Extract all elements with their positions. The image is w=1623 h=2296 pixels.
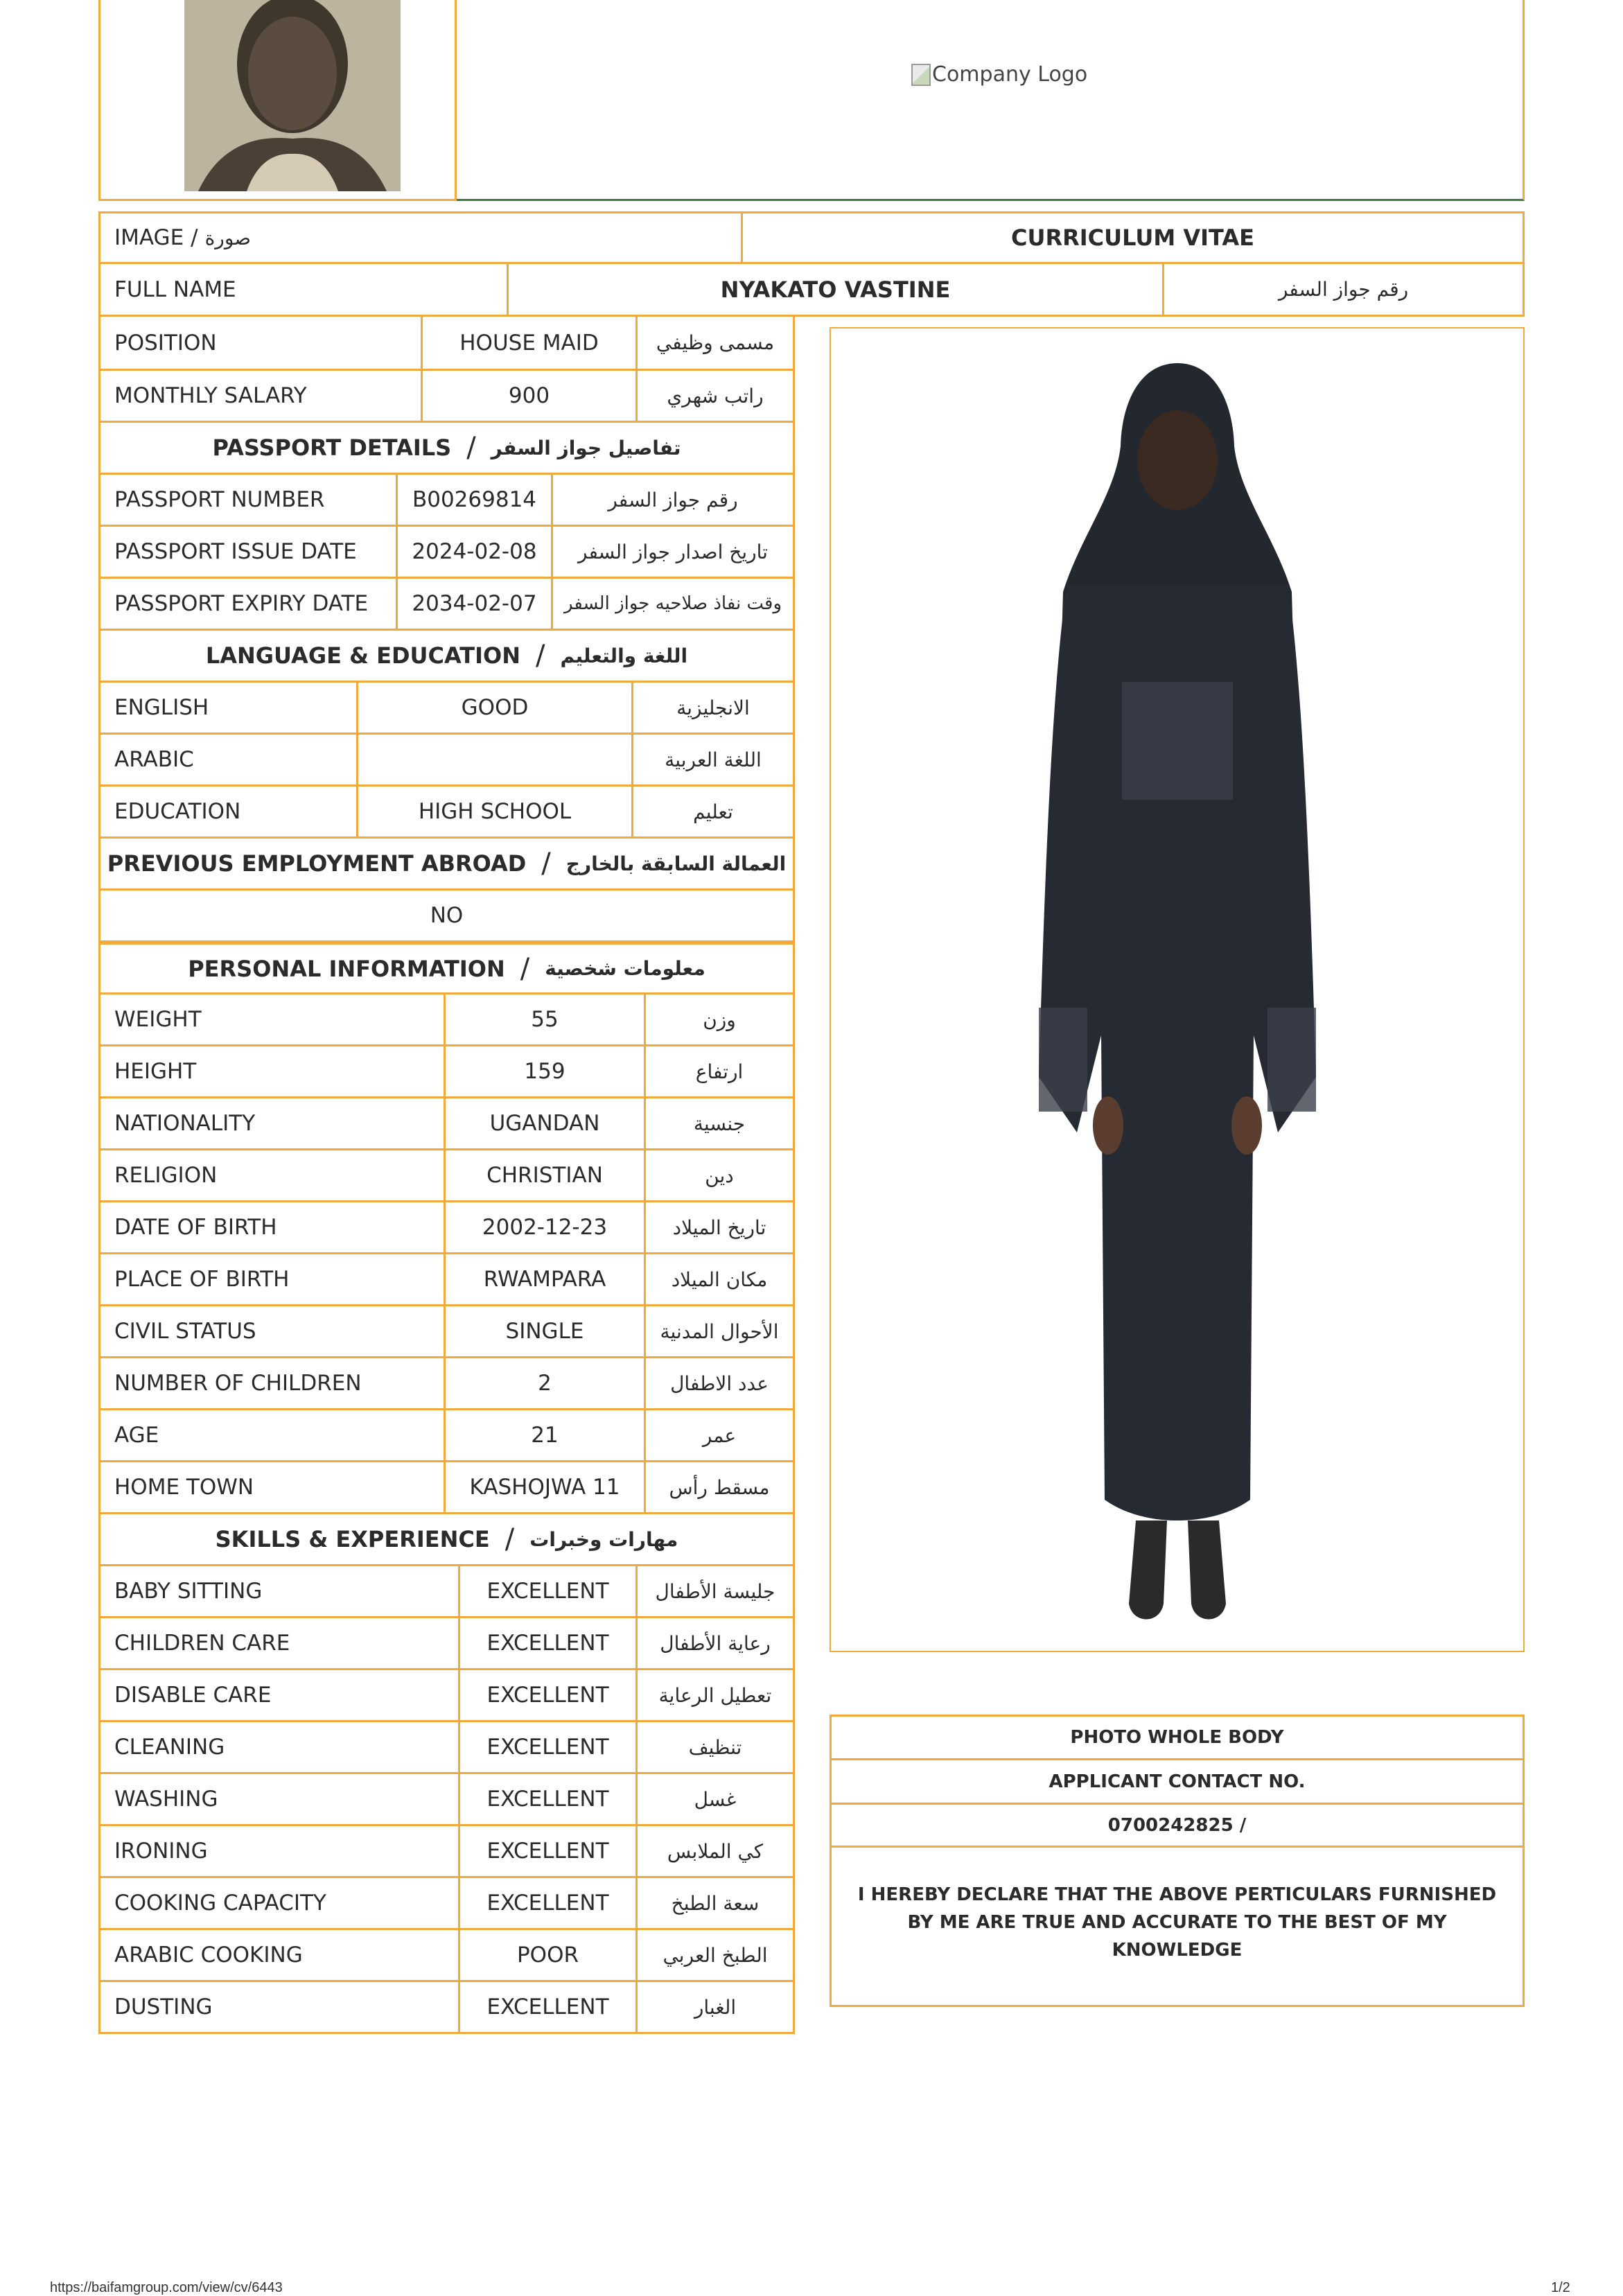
personal-label: AGE [114, 1423, 159, 1448]
position-ar: مسمى وظيفي [656, 331, 775, 354]
salary-value: 900 [508, 383, 550, 408]
image-label: IMAGE / صورة [114, 225, 252, 250]
skill-row [98, 1670, 795, 1722]
skill-ar: تنظيف [688, 1735, 742, 1759]
personal-ar: دين [705, 1164, 734, 1187]
portrait-figure [184, 0, 401, 191]
full-body-photo [1039, 356, 1316, 1645]
personal-ar: عدد الاطفال [670, 1372, 769, 1395]
passport-heading-ar: تفاصيل جواز السفر [491, 436, 681, 459]
passport-label: PASSPORT EXPIRY DATE [114, 591, 369, 616]
personal-ar: جنسية [693, 1112, 746, 1135]
personal-label: WEIGHT [114, 1007, 202, 1032]
skill-row [98, 1722, 795, 1774]
skill-label: DUSTING [114, 1995, 213, 2019]
full-body-photo-frame [830, 327, 1525, 1652]
personal-label: CIVIL STATUS [114, 1319, 256, 1344]
full-name-ar: رقم جواز السفر [1278, 278, 1409, 301]
skill-row [98, 1826, 795, 1878]
personal-value: UGANDAN [489, 1111, 600, 1136]
personal-ar: ارتفاع [695, 1060, 744, 1083]
skill-ar: الغبار [694, 1995, 737, 2019]
skill-value: EXCELLENT [486, 1995, 609, 2019]
skills-heading: SKILLS & EXPERIENCE / مهارات وخبرات [98, 1514, 795, 1566]
salary-ar: راتب شهري [667, 384, 764, 408]
language-row [98, 787, 795, 839]
position-value: HOUSE MAID [459, 330, 599, 356]
contact-label: APPLICANT CONTACT NO. [830, 1760, 1525, 1805]
skill-label: CLEANING [114, 1735, 225, 1760]
personal-row [98, 1202, 795, 1254]
passport-value: B00269814 [412, 487, 537, 512]
skill-label: COOKING CAPACITY [114, 1891, 326, 1916]
skill-label: BABY SITTING [114, 1579, 263, 1604]
full-name-row [98, 264, 1525, 317]
personal-ar: تاريخ الميلاد [672, 1216, 766, 1239]
language-heading: LANGUAGE & EDUCATION / اللغة والتعليم [98, 631, 795, 683]
language-row [98, 683, 795, 735]
header-photo-cell [98, 0, 457, 201]
skill-value: EXCELLENT [486, 1839, 609, 1864]
skill-value: EXCELLENT [486, 1891, 609, 1916]
skill-ar: كي الملابس [667, 1839, 764, 1863]
personal-ar: عمر [702, 1423, 737, 1447]
personal-row [98, 1150, 795, 1202]
skill-label: CHILDREN CARE [114, 1631, 290, 1656]
company-logo-alt: Company Logo [932, 62, 1088, 87]
employment-heading: PREVIOUS EMPLOYMENT ABROAD / العمالة السابقة بالخارج [98, 839, 795, 891]
skill-label: DISABLE CARE [114, 1683, 272, 1708]
personal-value: 2002-12-23 [482, 1215, 608, 1240]
skill-ar: الطبخ العربي [663, 1943, 768, 1967]
skill-row [98, 1566, 795, 1618]
personal-ar: الأحوال المدنية [660, 1320, 779, 1343]
language-ar: اللغة العربية [665, 748, 762, 771]
skill-row [98, 1774, 795, 1826]
cv-title: CURRICULUM VITAE [1011, 225, 1254, 251]
footer-page-number: 1/2 [1551, 2280, 1570, 2295]
skill-value: EXCELLENT [486, 1787, 609, 1812]
personal-value: 55 [531, 1007, 559, 1032]
passport-value: 2024-02-08 [412, 539, 537, 564]
header-logo-cell [457, 0, 1525, 201]
personal-row [98, 1410, 795, 1462]
passport-heading: PASSPORT DETAILS / تفاصيل جواز السفر [98, 423, 795, 475]
passport-photo [184, 0, 401, 191]
personal-label: NUMBER OF CHILDREN [114, 1371, 362, 1396]
passport-label: PASSPORT NUMBER [114, 487, 325, 512]
full-name-label: FULL NAME [114, 277, 236, 302]
position-label: POSITION [114, 330, 217, 356]
personal-value: RWAMPARA [483, 1267, 606, 1292]
personal-heading: PERSONAL INFORMATION / معلومات شخصية [98, 943, 795, 994]
passport-label: PASSPORT ISSUE DATE [114, 539, 357, 564]
personal-value: CHRISTIAN [486, 1163, 603, 1188]
passport-row [98, 527, 795, 579]
employment-value: NO [430, 903, 464, 928]
skill-row [98, 1982, 795, 2034]
broken-image-icon [911, 64, 931, 86]
personal-value: KASHOJWA 11 [469, 1475, 620, 1500]
employment-row [98, 891, 795, 943]
skill-value: EXCELLENT [486, 1683, 609, 1708]
skills-heading-ar: مهارات وخبرات [529, 1527, 678, 1551]
personal-row [98, 1462, 795, 1514]
skill-value: POOR [516, 1943, 579, 1968]
skill-label: WASHING [114, 1787, 218, 1812]
salary-label: MONTHLY SALARY [114, 383, 307, 408]
skill-ar: تعطيل الرعاية [658, 1683, 772, 1707]
passport-ar: وقت نفاذ صلاحيه جواز السفر [563, 593, 782, 614]
passport-ar: تاريخ اصدار جواز السفر [578, 540, 768, 563]
personal-value: 2 [538, 1371, 552, 1396]
language-value: HIGH SCHOOL [418, 799, 572, 824]
personal-ar: مكان الميلاد [671, 1268, 768, 1291]
employment-heading-ar: العمالة السابقة بالخارج [565, 852, 787, 875]
language-label: ENGLISH [114, 695, 209, 720]
passport-row [98, 579, 795, 631]
personal-label: HOME TOWN [114, 1475, 254, 1500]
language-value [358, 735, 631, 785]
personal-row [98, 1306, 795, 1358]
skill-value: EXCELLENT [486, 1579, 609, 1604]
personal-value: 159 [524, 1059, 565, 1084]
language-label: ARABIC [114, 747, 194, 772]
image-label-ar: صورة [204, 226, 252, 249]
passport-ar: رقم جواز السفر [608, 488, 738, 511]
personal-row [98, 1098, 795, 1150]
skill-value: EXCELLENT [486, 1631, 609, 1656]
company-logo [911, 62, 1087, 87]
personal-row [98, 1254, 795, 1306]
personal-ar: وزن [703, 1008, 736, 1031]
language-ar: الانجليزية [676, 696, 750, 719]
left-table [98, 317, 795, 2027]
personal-row [98, 1046, 795, 1098]
position-row [98, 317, 795, 371]
personal-label: PLACE OF BIRTH [114, 1267, 290, 1292]
salary-row [98, 371, 795, 423]
photo-whole-body-label: PHOTO WHOLE BODY [830, 1715, 1525, 1760]
skill-row [98, 1878, 795, 1930]
skill-label: ARABIC COOKING [114, 1943, 303, 1968]
language-value: GOOD [461, 695, 529, 720]
skill-row [98, 1618, 795, 1670]
personal-label: DATE OF BIRTH [114, 1215, 277, 1240]
personal-row [98, 994, 795, 1046]
personal-label: NATIONALITY [114, 1111, 256, 1136]
skill-ar: جليسة الأطفال [655, 1579, 775, 1603]
passport-row [98, 475, 795, 527]
full-name-value: NYAKATO VASTINE [720, 276, 951, 303]
title-row [98, 211, 1525, 264]
personal-label: RELIGION [114, 1163, 218, 1188]
skill-ar: سعة الطبخ [671, 1891, 760, 1915]
personal-value: 21 [531, 1423, 559, 1448]
contact-value: 0700242825 / [830, 1805, 1525, 1848]
language-label: EDUCATION [114, 799, 241, 824]
skill-ar: رعاية الأطفال [660, 1631, 771, 1655]
skill-value: EXCELLENT [486, 1735, 609, 1760]
skill-ar: غسل [694, 1787, 737, 1811]
footer-url[interactable]: https://baifamgroup.com/view/cv/6443 [50, 2280, 283, 2295]
personal-heading-ar: معلومات شخصية [545, 957, 705, 980]
personal-value: SINGLE [505, 1319, 584, 1344]
language-ar: تعليم [693, 800, 733, 823]
language-heading-ar: اللغة والتعليم [560, 644, 688, 667]
declaration: I HEREBY DECLARE THAT THE ABOVE PERTICULARS FURNISHED BY ME ARE TRUE AND ACCURATE TO THE BEST OF MY KNOWLEDGE [830, 1848, 1525, 2007]
personal-ar: مسقط رأس [669, 1475, 770, 1499]
passport-value: 2034-02-07 [412, 591, 537, 616]
language-row [98, 735, 795, 787]
skill-row [98, 1930, 795, 1982]
skill-label: IRONING [114, 1839, 208, 1864]
personal-label: HEIGHT [114, 1059, 197, 1084]
personal-row [98, 1358, 795, 1410]
